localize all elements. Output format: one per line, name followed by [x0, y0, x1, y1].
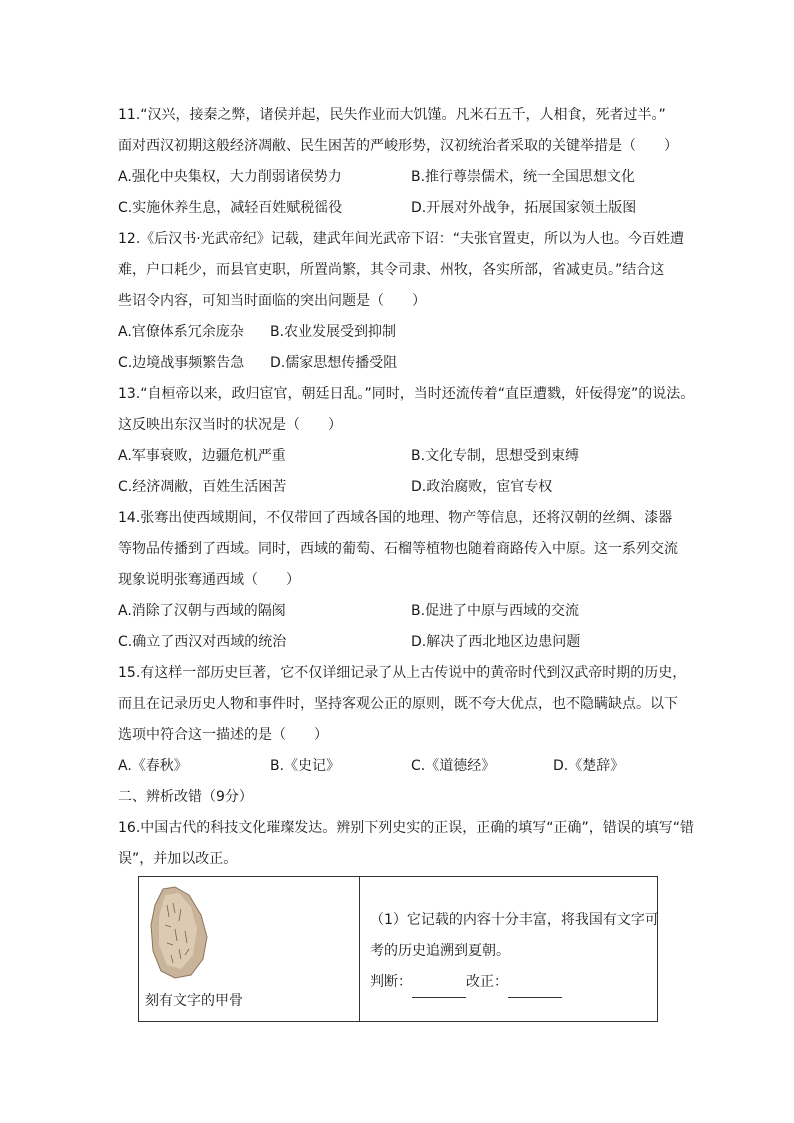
q11-option-b: B.推行尊崇儒术，统一全国思想文化 [411, 169, 636, 185]
answer-row [370, 967, 659, 998]
q15-line-2: 而且在记录历史人物和事件时，坚持客观公正的原则，既不夸大优点，也不隐瞒缺点。以下 [118, 696, 678, 712]
q12-line-1: 12.《后汉书·光武帝纪》记载，建武年间光武帝下诏：“夫张官置吏，所以为人也。今百姓遭 [118, 231, 684, 247]
q12-line-2: 难，户口耗少，而县官吏职，所置尚繁，其令司隶、州牧，各实所部，省减吏员。”结合这 [118, 262, 665, 278]
statement-line-2: 考的历史追溯到夏朝。 [370, 943, 510, 959]
q12-option-d: D.儒家思想传播受阻 [270, 355, 398, 371]
q14-option-c: C.确立了西汉对西域的统治 [118, 634, 287, 650]
q14-option-b: B.促进了中原与西域的交流 [411, 603, 580, 619]
q11-line-1: 11.“汉兴，接秦之弊，诸侯并起，民失作业而大饥馑。凡米石五千，人相食，死者过半。” [118, 107, 666, 123]
q11-option-c: C.实施休养生息，减轻百姓赋税徭役 [118, 200, 343, 216]
statement-cell [360, 877, 658, 1022]
q15-line-3: 选项中符合这一描述的是（ ） [118, 727, 328, 743]
q14-options-row-2 [118, 627, 678, 658]
q14-line-2: 等物品传播到了西域。同时，西域的葡萄、石榴等植物也随着商路传入中原。这一系列交流 [118, 541, 678, 557]
q14-line-3: 现象说明张骞通西域（ ） [118, 572, 300, 588]
judgement-table [138, 876, 658, 1022]
image-caption: 刻有文字的甲骨 [145, 993, 243, 1009]
q15-option-a: A.《春秋》 [118, 758, 188, 774]
q13-options-row-1 [118, 441, 678, 472]
judge-blank[interactable] [412, 981, 466, 998]
q15-option-b: B.《史记》 [270, 758, 341, 774]
q13-option-c: C.经济凋敝，百姓生活困苦 [118, 479, 287, 495]
q12-option-c: C.边境战事频繁告急 [118, 355, 245, 371]
q14-option-d: D.解决了西北地区边患问题 [411, 634, 581, 650]
q12-options-row-2 [118, 348, 678, 379]
q13-line-1: 13.“自桓帝以来，政归宦官，朝廷日乱。”同时，当时还流传着“直臣遭戮，奸佞得宠”的说法。 [118, 386, 695, 402]
q12-line-3: 些诏令内容，可知当时面临的突出问题是（ ） [118, 293, 426, 309]
statement-text [370, 905, 659, 998]
q13-option-b: B.文化专制，思想受到束缚 [411, 448, 580, 464]
q11-option-d: D.开展对外战争，拓展国家领土版图 [411, 200, 637, 216]
q14-line-1: 14.张骞出使西域期间，不仅带回了西域各国的地理、物产等信息，还将汉朝的丝绸、漆器 [118, 510, 673, 526]
q15-option-d: D.《楚辞》 [553, 758, 625, 774]
q12-option-a: A.官僚体系冗余庞杂 [118, 324, 244, 340]
q11-line-2: 面对西汉初期这般经济凋敝、民生困苦的严峻形势，汉初统治者采取的关键举措是（ ） [118, 138, 678, 154]
q15-option-c: C.《道德经》 [411, 758, 496, 774]
q12-options-row-1 [118, 317, 678, 348]
q11-option-a: A.强化中央集权，大力削弱诸侯势力 [118, 169, 342, 185]
q13-option-a: A.军事衰败，边疆危机严重 [118, 448, 286, 464]
q12-option-b: B.农业发展受到抑制 [270, 324, 397, 340]
q11-options-row-2 [118, 193, 678, 224]
exam-page [118, 100, 695, 875]
q13-options-row-2 [118, 472, 678, 503]
image-cell [139, 877, 360, 1022]
q16-line-2: 误”，并加以改正。 [118, 851, 238, 867]
q14-options-row-1 [118, 596, 678, 627]
q16-line-1: 16.中国古代的科技文化璀璨发达。辨别下列史实的正误，正确的填写“正确”，错误的填写“错 [118, 820, 695, 836]
q15-line-1: 15.有这样一部历史巨著，它不仅详细记录了从上古传说中的黄帝时代到汉武帝时期的历史， [118, 665, 687, 681]
correct-blank[interactable] [508, 981, 562, 998]
oracle-bone-image [145, 885, 215, 980]
q13-option-d: D.政治腐败，宦官专权 [411, 479, 553, 495]
q11-options-row-1 [118, 162, 678, 193]
q13-line-2: 这反映出东汉当时的状况是（ ） [118, 417, 342, 433]
correct-label: 改正： [466, 974, 508, 990]
statement-line-1: （1）它记载的内容十分丰富，将我国有文字可 [370, 912, 659, 928]
q14-option-a: A.消除了汉朝与西域的隔阂 [118, 603, 286, 619]
judge-label: 判断： [370, 974, 412, 990]
section-heading: 二、辨析改错（9分） [118, 789, 253, 805]
q15-options-row [118, 751, 678, 782]
